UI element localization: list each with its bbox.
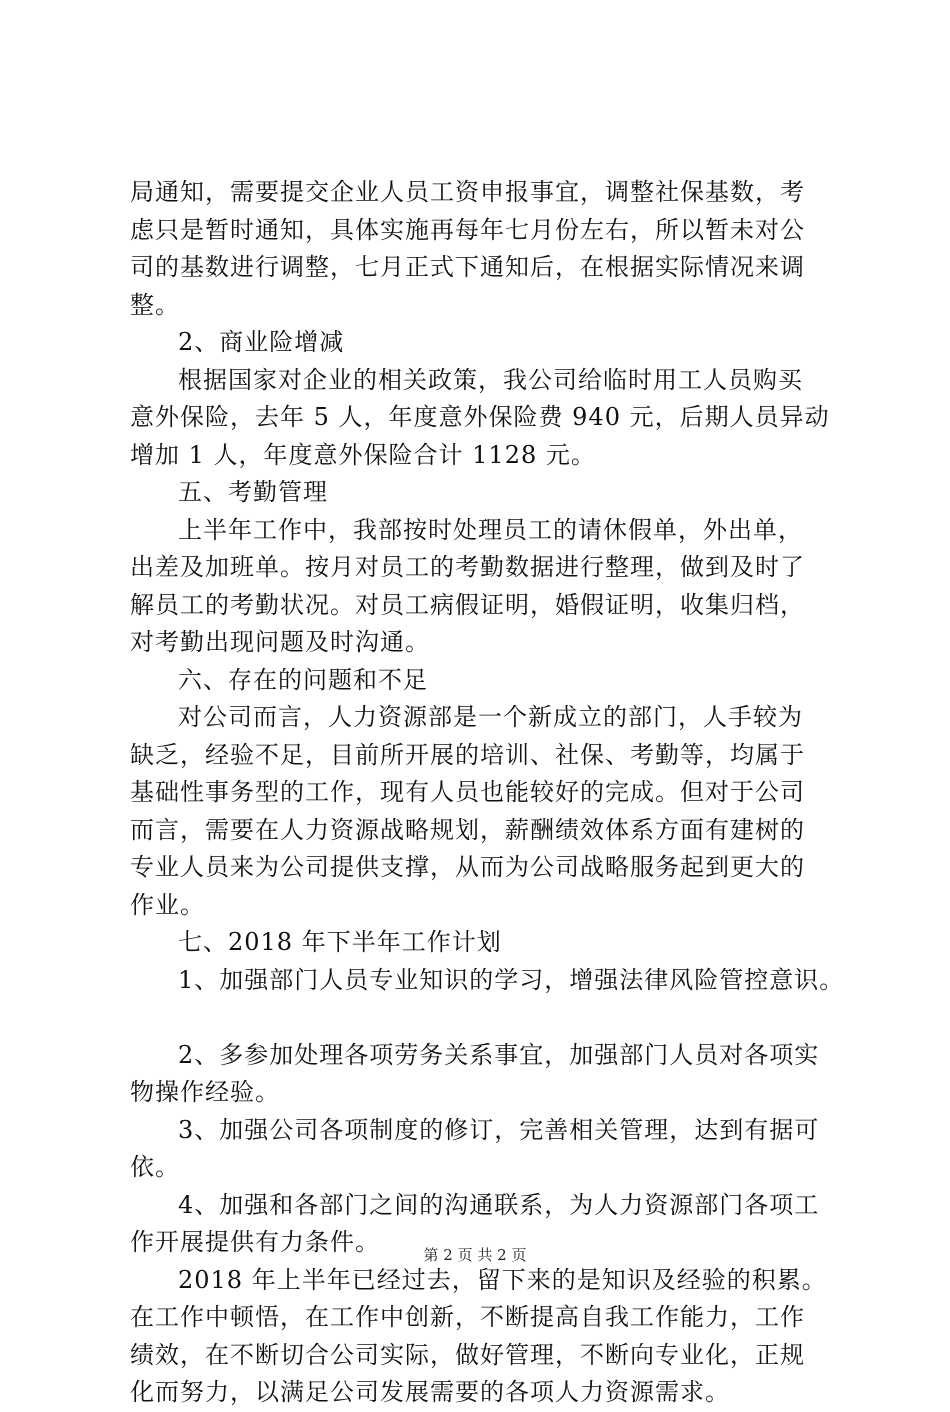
text-line: 专业人员来为公司提供支撑，从而为公司战略服务起到更大的 xyxy=(130,853,805,881)
text-line: 上半年工作中，我部按时处理员工的请休假单，外出单， xyxy=(178,515,803,544)
text-line: 1、加强部门人员专业知识的学习，增强法律风险管控意识。 xyxy=(178,965,845,994)
blank-line xyxy=(130,999,850,1037)
text-line: 作开展提供有力条件。 xyxy=(130,1228,380,1256)
text-line: 对公司而言，人力资源部是一个新成立的部门，人手较为 xyxy=(178,703,803,731)
text-line: 五、考勤管理 xyxy=(178,478,328,506)
text-line: 3、加强公司各项制度的修订，完善相关管理，达到有据可 xyxy=(178,1115,820,1144)
text-line: 2018 年上半年已经过去，留下来的是知识及经验的积累。 xyxy=(178,1265,827,1294)
text-line: 根据国家对企业的相关政策，我公司给临时用工人员购买 xyxy=(178,365,803,394)
text-line: 2、多参加处理各项劳务关系事宜，加强部门人员对各项实 xyxy=(178,1040,820,1069)
text-line: 局通知，需要提交企业人员工资申报事宜，调整社保基数，考 xyxy=(130,178,805,206)
text-line: 司的基数进行调整，七月正式下通知后，在根据实际情况来调 xyxy=(130,253,805,281)
text-line: 增加 1 人，年度意外保险合计 1128 元。 xyxy=(130,440,596,469)
text-line: 缺乏，经验不足，目前所开展的培训、社保、考勤等，均属于 xyxy=(130,740,805,769)
text-line: 物操作经验。 xyxy=(130,1078,280,1106)
text-line: 整。 xyxy=(130,290,180,319)
text-line: 六、存在的问题和不足 xyxy=(178,665,428,694)
page-footer: 第 2 页 共 2 页 xyxy=(423,1246,527,1264)
text-line: 化而努力，以满足公司发展需要的各项人力资源需求。 xyxy=(130,1378,730,1406)
text-line: 绩效，在不断切合公司实际，做好管理，不断向专业化，正规 xyxy=(130,1340,805,1369)
text-line: 而言，需要在人力资源战略规划，薪酬绩效体系方面有建树的 xyxy=(130,815,805,844)
text-line: 出差及加班单。按月对员工的考勤数据进行整理，做到及时了 xyxy=(130,553,805,581)
text-line: 意外保险，去年 5 人，年度意外保险费 940 元，后期人员异动 xyxy=(130,403,830,431)
text-line: 在工作中顿悟，在工作中创新，不断提高自我工作能力，工作 xyxy=(130,1303,805,1331)
text-line: 4、加强和各部门之间的沟通联系，为人力资源部门各项工 xyxy=(178,1190,820,1219)
text-line: 虑只是暂时通知，具体实施再每年七月份左右，所以暂未对公 xyxy=(130,215,805,244)
text-line: 2、商业险增减 xyxy=(178,328,345,356)
text-line: 依。 xyxy=(130,1153,180,1181)
text-line: 基础性事务型的工作，现有人员也能较好的完成。但对于公司 xyxy=(130,778,805,806)
text-line: 对考勤出现问题及时沟通。 xyxy=(130,628,430,656)
text-line: 七、2018 年下半年工作计划 xyxy=(178,928,502,956)
text-line: 作业。 xyxy=(130,890,205,919)
document-body xyxy=(130,174,850,1412)
text-line: 解员工的考勤状况。对员工病假证明，婚假证明，收集归档， xyxy=(130,590,805,619)
